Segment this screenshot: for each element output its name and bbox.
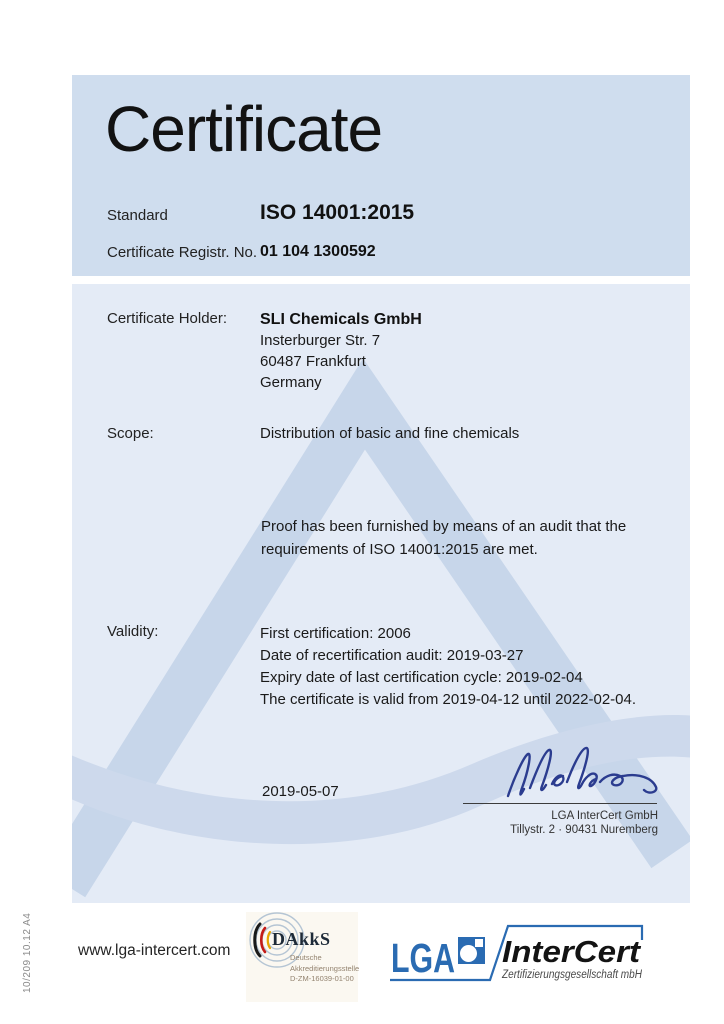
lga-square-icon (458, 937, 485, 964)
signer-address: Tillystr. 2 · 90431 Nuremberg (510, 824, 658, 836)
signature-icon (500, 742, 665, 804)
certificate-holder-block (260, 309, 422, 393)
scope-value: Distribution of basic and fine chemicals (260, 425, 520, 442)
signer-block (510, 809, 658, 837)
dakks-subtitle-line: Akkreditierungsstelle (290, 963, 360, 973)
dakks-wordmark: DAkkS (272, 929, 331, 949)
dakks-subtitle-line: Deutsche (290, 953, 322, 962)
standard-label: Standard (107, 207, 168, 224)
website-text: www.lga-intercert.com (78, 942, 231, 959)
dakks-subtitle-line: D-ZM-16039-01-00 (290, 974, 354, 983)
lga-intercert-logo (390, 916, 648, 986)
standard-value: ISO 14001:2015 (260, 201, 415, 224)
validity-line: First certification: 2006 (260, 625, 411, 642)
lga-subtitle: Zertifizierungsgesellschaft mbH (501, 969, 643, 981)
proof-statement: Proof has been furnished by means of an audit that the requirements of ISO 14001:2015 are met. (261, 518, 627, 558)
validity-label: Validity: (107, 623, 159, 640)
holder-address-line: Insterburger Str. 7 (260, 332, 381, 349)
registration-number-value: 01 104 1300592 (260, 243, 376, 260)
dakks-logo (246, 912, 358, 1002)
registration-number-label: Certificate Registr. No. (107, 244, 258, 261)
issue-date: 2019-05-07 (262, 783, 339, 800)
validity-line: Date of recertification audit: 2019-03-27 (260, 647, 524, 664)
holder-address-line: 60487 Frankfurt (260, 353, 366, 370)
validity-block (260, 623, 690, 711)
signer-company: LGA InterCert GmbH (551, 810, 658, 822)
signature-line (463, 803, 657, 804)
holder-address-line: Germany (260, 374, 322, 391)
lga-wordmark: LGA (391, 935, 455, 981)
scope-label: Scope: (107, 425, 154, 442)
intercert-wordmark: InterCert (502, 934, 642, 969)
validity-line: Expiry date of last certification cycle: 2019-02-04 (260, 669, 583, 686)
certificate-body (72, 284, 690, 903)
dakks-subtitle (290, 953, 359, 985)
validity-line: The certificate is valid from 2019-04-12 until 2022-02-04. (260, 691, 637, 708)
holder-name: SLI Chemicals GmbH (260, 311, 422, 328)
certificate-holder-label: Certificate Holder: (107, 310, 228, 327)
certificate-header (72, 75, 690, 276)
page-title: Certificate (105, 93, 383, 165)
print-reference-code: 10/209 10.12 A4 (22, 912, 33, 993)
